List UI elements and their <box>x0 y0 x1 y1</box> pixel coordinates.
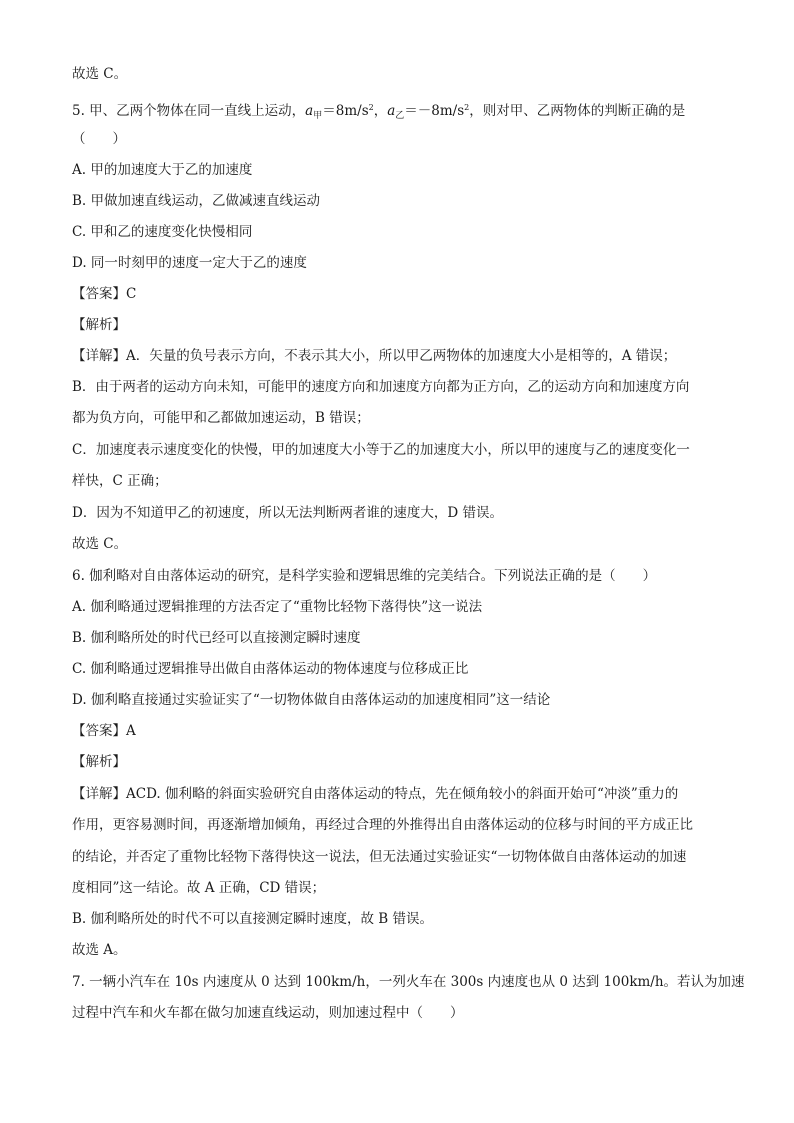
math-text: ＝8m/s <box>322 103 369 119</box>
question-5-stem <box>72 98 685 126</box>
text-span: 5. 甲、乙两个物体在同一直线上运动， <box>72 103 306 119</box>
analysis-label: 【解析】 <box>72 754 126 770</box>
option-d: D. 同一时刻甲的速度一定大于乙的速度 <box>72 255 307 271</box>
math-text: ＝－8m/s <box>404 103 465 119</box>
math-superscript: 2 <box>464 103 470 112</box>
text-span: ，则对甲、乙两物体的判断正确的是 <box>469 103 686 119</box>
explanation-line: 作用，更容易测时间，再逐渐增加倾角，再经过合理的外推得出自由落体运动的位移与时间的平方成正比 <box>72 817 693 833</box>
explanation-line: D．因为不知道甲乙的初速度，所以无法判断两者谁的速度大，D 错误。 <box>72 505 503 521</box>
math-text: ， <box>373 103 388 119</box>
explanation-line: 的结论，并否定了重物比轻物下落得快这一说法，但无法通过实验证实“一切物体做自由落体运动的加速 <box>72 849 687 865</box>
math-symbol: a <box>305 103 314 119</box>
option-a: A. 伽利略通过逻辑推理的方法否定了“重物比轻物下落得快”这一说法 <box>72 599 483 615</box>
math-superscript: 2 <box>368 103 374 112</box>
question-6-stem: 6. 伽利略对自由落体运动的研究，是科学实验和逻辑思维的完美结合。下列说法正确的是（ ） <box>72 568 657 584</box>
text-line: 故选 C。 <box>72 66 128 82</box>
explanation-line: 【详解】A．矢量的负号表示方向，不表示其大小，所以甲乙两物体的加速度大小是相等的，A 错误； <box>72 348 677 364</box>
explanation-line: C．加速度表示速度变化的快慢，甲的加速度大小等于乙的加速度大小，所以甲的速度与乙的速度变化一 <box>72 442 690 458</box>
answer-label: 【答案】C <box>72 286 137 302</box>
answer-blank: （ ） <box>72 131 126 147</box>
option-d: D. 伽利略直接通过实验证实了“一切物体做自由落体运动的加速度相同”这一结论 <box>72 692 551 708</box>
answer-label: 【答案】A <box>72 723 136 739</box>
analysis-label: 【解析】 <box>72 317 126 333</box>
question-7-stem-cont: 过程中汽车和火车都在做匀加速直线运动，则加速过程中（ ） <box>72 1005 464 1021</box>
explanation-line: 都为负方向，可能甲和乙都做加速运动，B 错误； <box>72 410 370 426</box>
math-symbol: a <box>387 103 396 119</box>
option-c: C. 甲和乙的速度变化快慢相同 <box>72 224 253 240</box>
explanation-line: 样快，C 正确； <box>72 473 168 489</box>
option-a: A. 甲的加速度大于乙的加速度 <box>72 162 253 178</box>
option-c: C. 伽利略通过逻辑推导出做自由落体运动的物体速度与位移成正比 <box>72 661 469 677</box>
conclusion-line: 故选 C。 <box>72 536 128 552</box>
question-7-stem: 7. 一辆小汽车在 10s 内速度从 0 达到 100km/h，一列火车在 300s 内速度也从 0 达到 100km/h。若认为加速 <box>72 974 745 990</box>
option-b: B. 甲做加速直线运动，乙做减速直线运动 <box>72 193 321 209</box>
option-b: B. 伽利略所处的时代已经可以直接测定瞬时速度 <box>72 630 361 646</box>
explanation-line: B. 伽利略所处的时代不可以直接测定瞬时速度，故 B 错误。 <box>72 911 434 927</box>
explanation-line: 【详解】ACD. 伽利略的斜面实验研究自由落体运动的特点，先在倾角较小的斜面开始可“冲淡”重力的 <box>72 786 679 802</box>
math-subscript: 甲 <box>313 111 323 121</box>
math-subscript: 乙 <box>395 111 405 121</box>
explanation-line: 度相同”这一结论。故 A 正确，CD 错误； <box>72 880 326 896</box>
explanation-line: B．由于两者的运动方向未知，可能甲的速度方向和加速度方向都为正方向，乙的运动方向和加速度方向 <box>72 379 690 395</box>
conclusion-line: 故选 A。 <box>72 942 127 958</box>
